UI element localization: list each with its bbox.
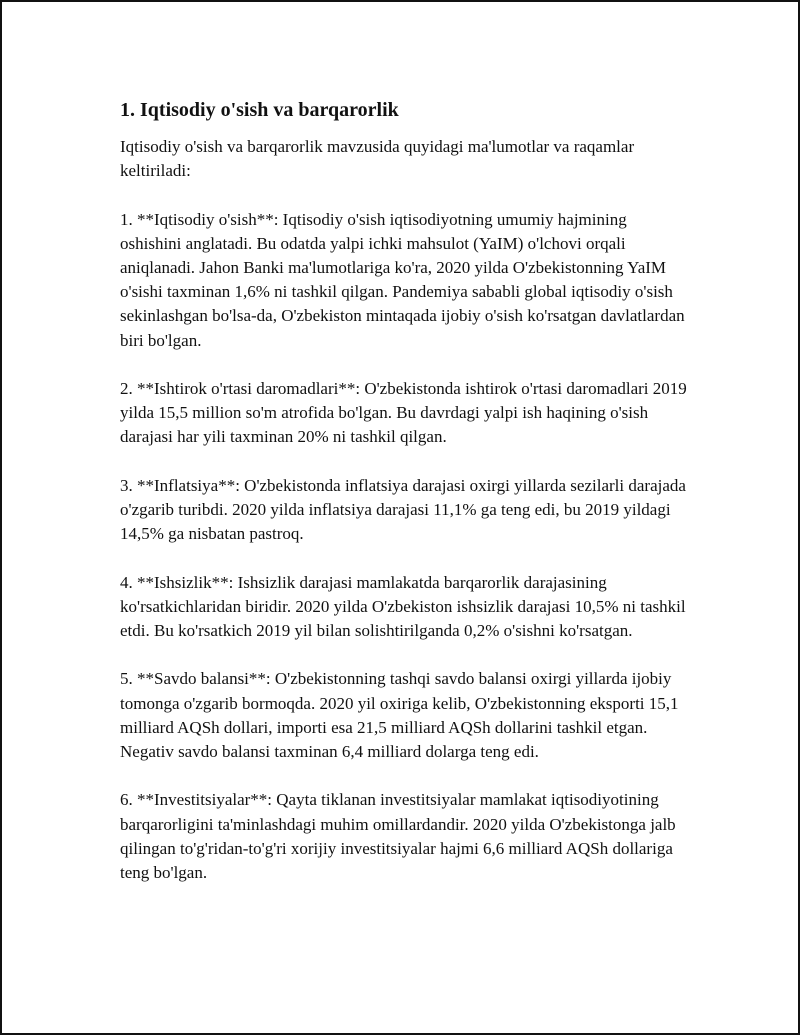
item-unemployment: 4. **Ishsizlik**: Ishsizlik darajasi mamlakatda barqarorlik darajasining ko'rsatkichlaridan biridir. 2020 yilda O'zbekiston ishsizlik darajasi 10,5% ni tashkil etdi. Bu ko'rsatkich 2019 yil bilan solishtirilganda 0,2% o'sishni ko'rsatgan. (120, 572, 686, 640)
document-body (120, 98, 692, 909)
item-trade-balance: 5. **Savdo balansi**: O'zbekistonning tashqi savdo balansi oxirgi yillarda ijobiy tomonga o'zgarib bormoqda. 2020 yil oxiriga kelib, O'zbekistonning eksporti 15,1 milliard AQSh dollari, importi esa 21,5 milliard AQSh dollarini tashkil etgan. Negativ savdo balansi taxminan 6,4 milliard dolarga teng edi. (120, 669, 679, 761)
item-investments: 6. **Investitsiyalar**: Qayta tiklanan investitsiyalar mamlakat iqtisodiyotining barqarorligini ta'minlashdagi muhim omillardandir. 2020 yilda O'zbekistonga jalb qilingan to'g'ridan-to'g'ri xorijiy investitsiyalar hajmi 6,6 milliard AQSh dollariga teng bo'lgan. (120, 790, 676, 882)
item-average-income: 2. **Ishtirok o'rtasi daromadlari**: O'zbekistonda ishtirok o'rtasi daromadlari 2019 yilda 15,5 million so'm atrofida bo'lgan. Bu davrdagi yalpi ish haqining o'sish darajasi har yili taxminan 20% ni tashkil qilgan. (120, 379, 687, 447)
item-economic-growth: 1. **Iqtisodiy o'sish**: Iqtisodiy o'sish iqtisodiyotning umumiy hajmining oshishini anglatadi. Bu odatda yalpi ichki mahsulot (YaIM) o'lchovi orqali aniqlanadi. Jahon Banki ma'lumotlariga ko'ra, 2020 yilda O'zbekistonning YaIM o'sishi taxminan 1,6% ni tashkil qilgan. Pandemiya sababli global iqtisodiy o'sish sekinlashgan bo'lsa-da, O'zbekiston mintaqada ijobiy o'sish ko'rsatgan davlatlardan biri bo'lgan. (120, 209, 685, 350)
intro-paragraph: Iqtisodiy o'sish va barqarorlik mavzusida quyidagi ma'lumotlar va raqamlar keltiriladi: (120, 137, 635, 181)
item-inflation: 3. **Inflatsiya**: O'zbekistonda inflatsiya darajasi oxirgi yillarda sezilarli darajada o'zgarib turibdi. 2020 yilda inflatsiya darajasi 11,1% ga teng edi, bu 2019 yildagi 14,5% ga nisbatan pastroq. (120, 475, 686, 544)
section-heading: 1. Iqtisodiy o'sish va barqarorlik (120, 99, 399, 121)
